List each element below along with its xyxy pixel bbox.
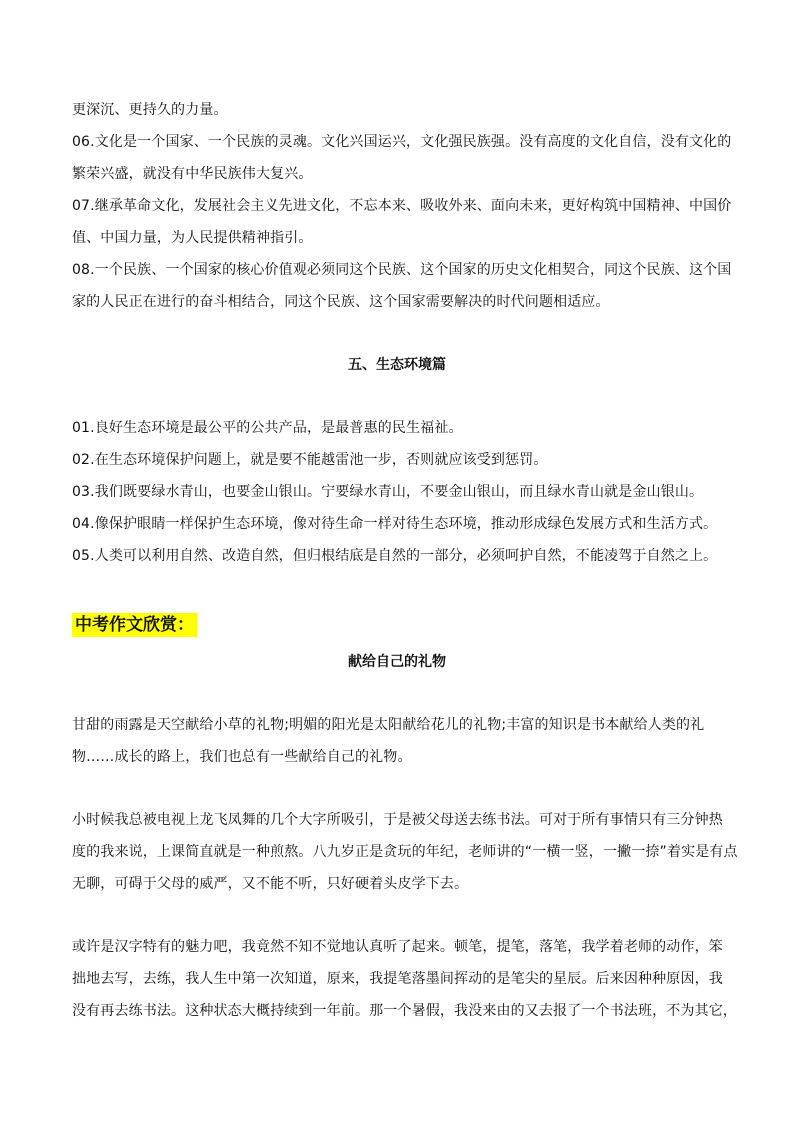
culture-line-7: 家的人民正在进行的奋斗相结合，同这个民族、这个国家需要解决的时代问题相适应。 [72,294,610,310]
culture-line-2: 06.文化是一个国家、一个民族的灵魂。文化兴国运兴，文化强民族强。没有高度的文化自信，没有文化的 [72,134,732,150]
culture-line-3: 繁荣兴盛，就没有中华民族伟大复兴。 [72,166,313,182]
essay-p2-line-2: 度的我来说，上课简直就是一种煎熬。八九岁正是贪玩的年纪，老师讲的“一横一竖，一撇一捺”着实是有点 [72,844,738,860]
eco-line-3: 03.我们既要绿水青山，也要金山银山。宁要绿水青山，不要金山银山，而且绿水青山就是金山银山。 [72,484,704,500]
eco-line-2: 02.在生态环境保护问题上，就是要不能越雷池一步，否则就应该受到惩罚。 [72,452,548,468]
essay-p1-line-2: 物……成长的路上，我们也总有一些献给自己的礼物。 [72,749,412,765]
essay-p2-line-1: 小时候我总被电视上龙飞凤舞的几个大字所吸引，于是被父母送去练书法。可对于所有事情只有三分钟热 [72,812,723,828]
essay-heading-highlight: 中考作文欣赏： [72,613,197,637]
eco-line-4: 04.像保护眼睛一样保护生态环境，像对待生命一样对待生态环境，推动形成绿色发展方式和生活方式。 [72,516,718,532]
culture-line-1: 更深沉、更持久的力量。 [72,102,228,118]
eco-line-1: 01.良好生态环境是最公平的公共产品，是最普惠的民生福祉。 [72,420,463,436]
essay-p3-line-3: 没有再去练书法。这种状态大概持续到一年前。那一个暑假，我没来由的又去报了一个书法班，不为其它， [72,1003,738,1019]
culture-line-6: 08.一个民族、一个国家的核心价值观必须同这个民族、这个国家的历史文化相契合，同这个民族、这个国 [72,262,732,278]
section-title-ecology: 五、生态环境篇 [348,357,446,373]
culture-line-4: 07.继承革命文化，发展社会主义先进文化，不忘本来、吸收外来、面向未来，更好构筑中国精神、中国价 [72,198,732,214]
essay-p3-line-2: 拙地去写，去练，我人生中第一次知道，原来，我提笔落墨间挥动的是笔尖的星辰。后来因种种原因，我 [72,971,723,987]
essay-p3-line-1: 或许是汉字特有的魅力吧，我竟然不知不觉地认真听了起来。顿笔，提笔，落笔，我学着老师的动作，笨 [72,939,723,955]
eco-line-5: 05.人类可以利用自然、改造自然，但归根结底是自然的一部分，必须呵护自然，不能凌驾于自然之上。 [72,548,718,564]
essay-title: 献给自己的礼物 [348,654,446,670]
culture-line-5: 值、中国力量，为人民提供精神指引。 [72,230,313,246]
essay-p2-line-3: 无聊，可碍于父母的威严，又不能不听，只好硬着头皮学下去。 [72,876,469,892]
essay-p1-line-1: 甘甜的雨露是天空献给小草的礼物;明媚的阳光是太阳献给花儿的礼物;丰富的知识是书本献给人类的礼 [72,717,705,733]
